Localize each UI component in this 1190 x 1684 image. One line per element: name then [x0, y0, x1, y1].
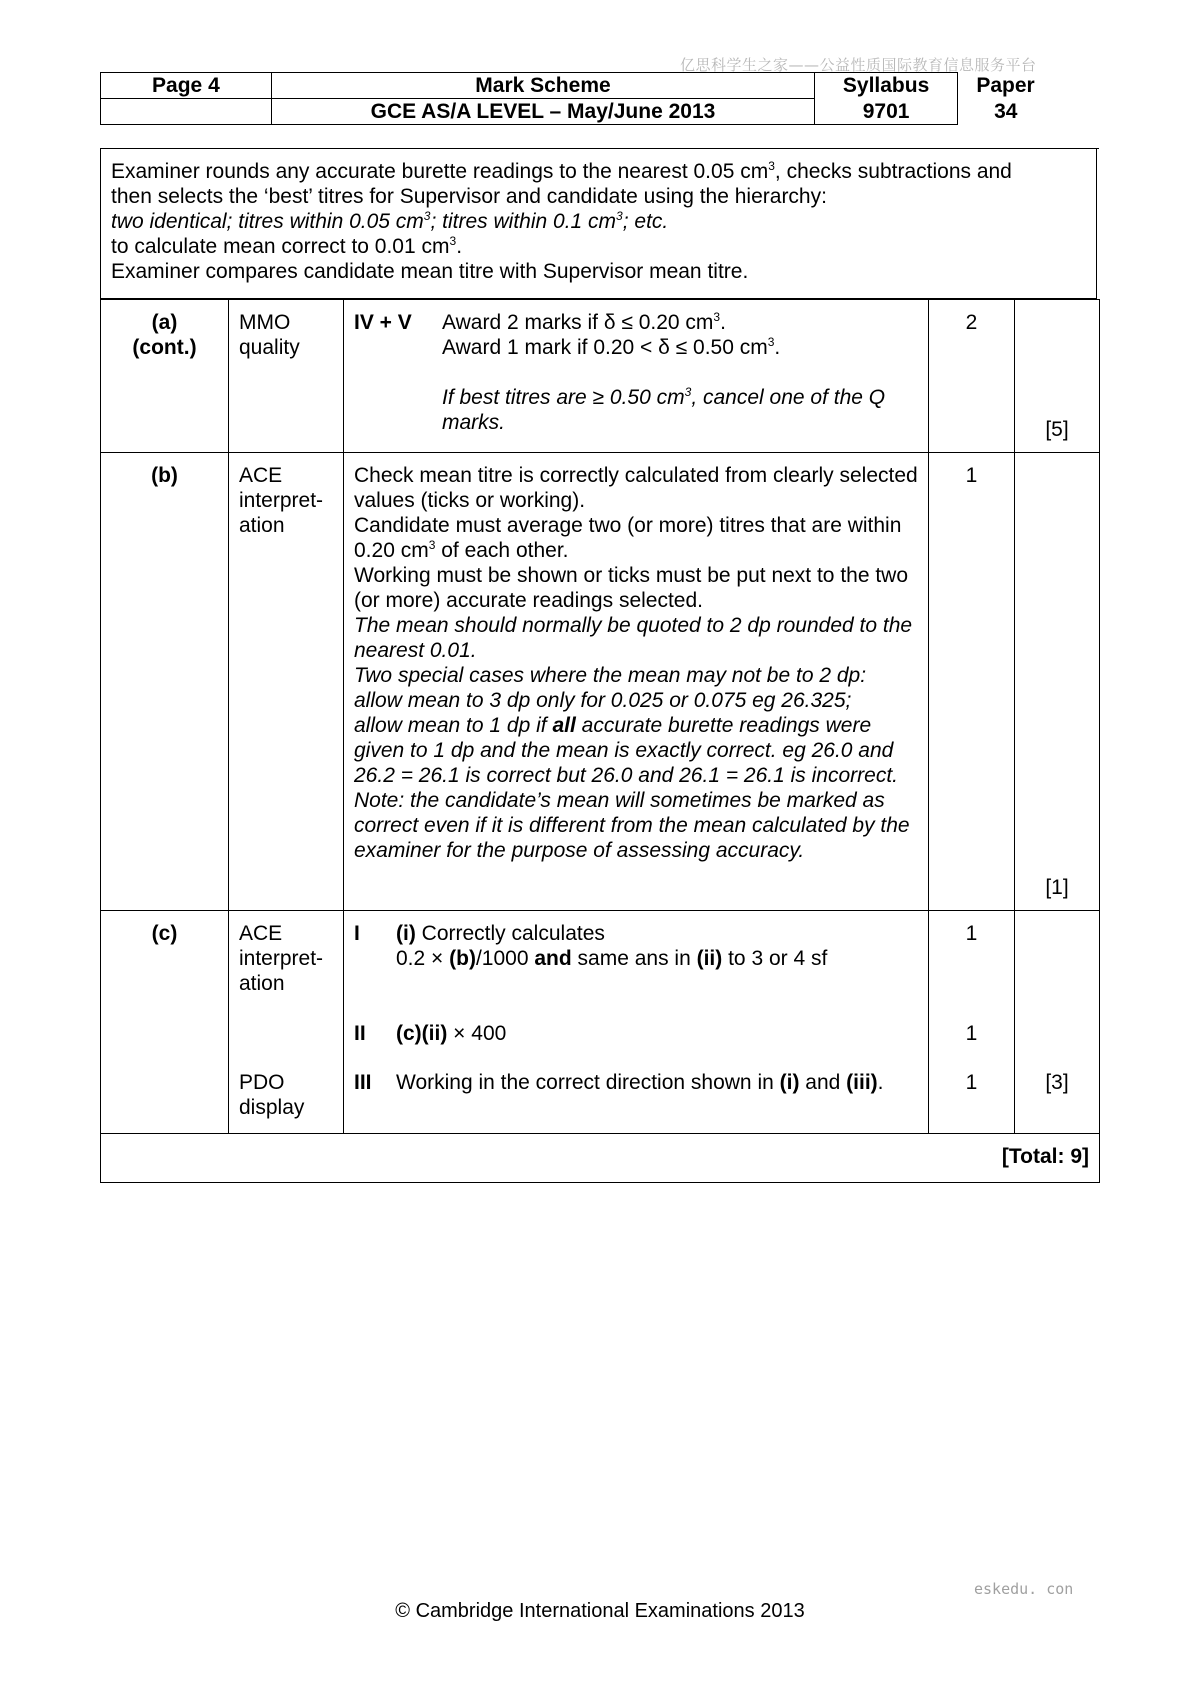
scheme-b	[344, 453, 929, 911]
page-blank-cell	[101, 99, 272, 125]
page-number: Page 4	[101, 73, 272, 99]
watermark-bottom: eskedu. con	[974, 1580, 1074, 1598]
paper-value: 34	[994, 100, 1018, 123]
scheme-c-item-2: II (c)(ii) × 400	[354, 1022, 507, 1045]
table-row-c	[101, 911, 1100, 1134]
scheme-b-line-5: Two special cases where the mean may not be to 2 dp: allow mean to 3 dp only for 0.025 or 0.075 eg 26.325;	[354, 664, 867, 712]
watermark-top: 亿思科学生之家——公益性质国际教育信息服务平台	[680, 56, 1037, 74]
intro-line-5: Examiner compares candidate mean titre with Supervisor mean titre.	[111, 260, 749, 283]
mark-c: 1 1 1	[929, 911, 1015, 1134]
total-b: [1]	[1015, 453, 1100, 911]
doc-title: Mark Scheme	[271, 73, 814, 99]
scheme-b-line-2: Candidate must average two (or more) titres that are within 0.20 $cm^3$ of each other.	[354, 514, 902, 562]
header-table	[100, 72, 1054, 125]
scheme-a-line-1: Award 2 marks if δ ≤ 0.20 $cm^3$.	[442, 310, 726, 334]
skill-b: ACE interpret- ation	[229, 453, 344, 911]
question-b: (b)	[101, 453, 229, 911]
table-row-a	[101, 300, 1100, 453]
roman-iv-v: IV + V	[354, 311, 412, 334]
scheme-b-line-3: Working must be shown or ticks must be put next to the two (or more) accurate readings selected.	[354, 564, 909, 612]
question-a: (a) (cont.)	[101, 300, 229, 453]
table-row-b	[101, 453, 1100, 911]
skill-c: ACE interpret- ation PDO display	[229, 911, 344, 1134]
copyright-footer: © Cambridge International Examinations 2013	[395, 1600, 805, 1622]
scheme-a-line-2: Award 1 mark if 0.20 < δ ≤ 0.50 $cm^3$.	[442, 335, 781, 359]
scheme-b-line-6: allow mean to 1 dp if all accurate burette readings were given to 1 dp and the mean is exactly correct. eg 26.0 and 26.2 = 26.1 is correct but 26.0 and 26.1 = 26.1 is incorrect.	[354, 714, 899, 787]
scheme-c-item-3: III Working in the correct direction shown in (i) and (iii).	[354, 1071, 884, 1094]
total-a: [5]	[1015, 300, 1100, 453]
mark-a: 2	[929, 300, 1015, 453]
syllabus-label: Syllabus	[815, 73, 958, 99]
question-c: (c)	[101, 911, 229, 1134]
doc-subtitle: GCE AS/A LEVEL – May/June 2013	[271, 99, 814, 125]
skill-a: MMO quality	[229, 300, 344, 453]
scheme-b-line-4: The mean should normally be quoted to 2 dp rounded to the nearest 0.01.	[354, 614, 913, 662]
intro-line-2: then selects the ‘best’ titres for Supervisor and candidate using the hierarchy:	[111, 185, 827, 208]
scheme-c-item-1: I (i) Correctly calculates 0.2 × (b)/1000 and same ans in (ii) to 3 or 4 sf	[354, 922, 828, 970]
syllabus-value: 9701	[815, 99, 958, 125]
mark-b: 1	[929, 453, 1015, 911]
intro-line-3: two identical; titres within 0.05 $cm^3$; titres within 0.1 $cm^3$; etc.	[111, 209, 669, 233]
total-c: [3]	[1015, 911, 1100, 1134]
mark-table	[100, 299, 1100, 1183]
table-row-total	[101, 1134, 1100, 1183]
scheme-c	[344, 911, 929, 1134]
scheme-b-line-7: Note: the candidate’s mean will sometimes be marked as correct even if it is different from the mean calculated by the examiner for the purpose of assessing accuracy.	[354, 789, 910, 862]
scheme-a	[344, 300, 929, 453]
grand-total: [Total: 9]	[101, 1134, 1100, 1183]
intro-line-4: to calculate mean correct to 0.01 $cm^3$.	[111, 234, 463, 258]
scheme-b-line-1: Check mean titre is correctly calculated from clearly selected values (ticks or working).	[354, 464, 918, 512]
intro-box	[100, 149, 1097, 299]
intro-line-1: Examiner rounds any accurate burette readings to the nearest 0.05 $cm^3$, checks subtractions and	[111, 159, 1012, 183]
paper-label: Paper	[976, 74, 1035, 97]
scheme-a-line-3: If best titres are ≥ 0.50 $cm^3$, cancel one of the Q marks.	[442, 385, 886, 434]
